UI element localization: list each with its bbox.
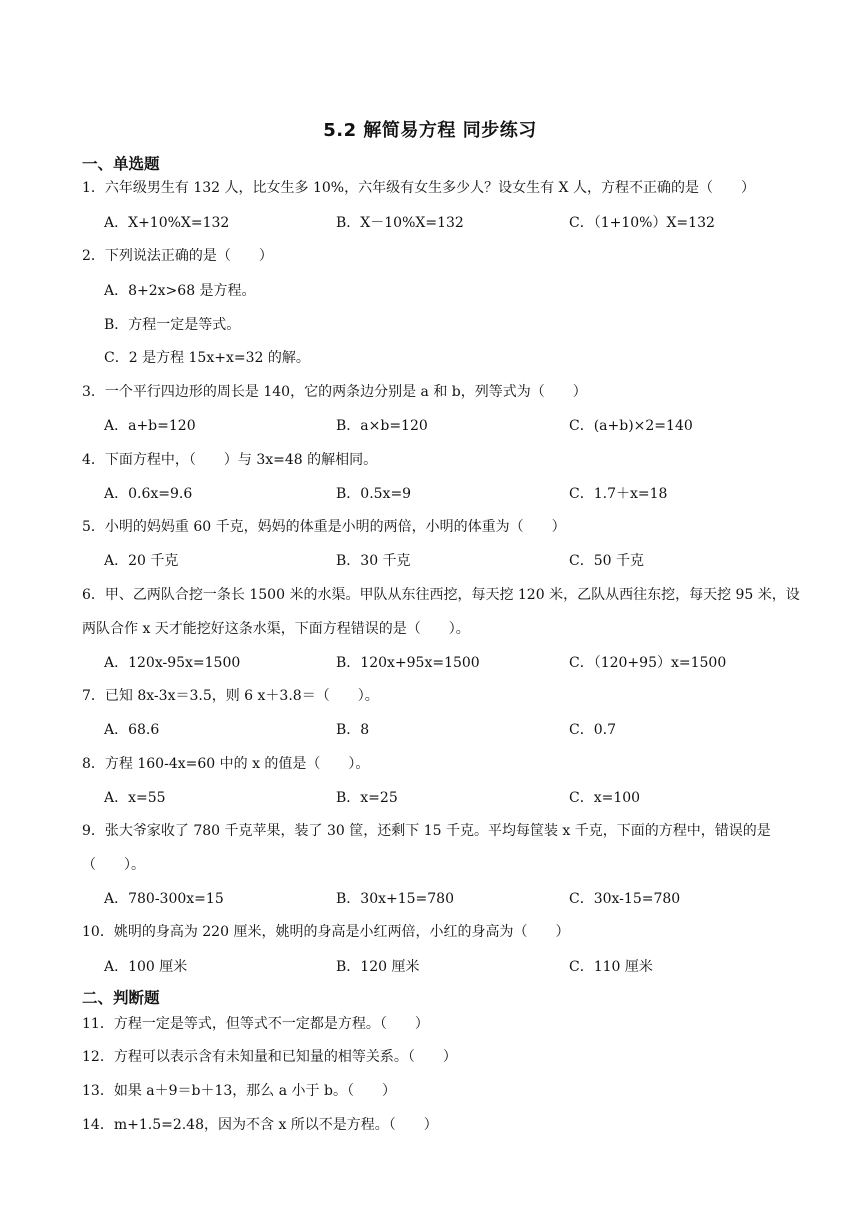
option-b: B．X－10%X=132 — [336, 215, 464, 231]
question-5 — [82, 517, 812, 537]
option-b: B．方程一定是等式。 — [104, 317, 241, 333]
question-text: 下面方程中，（ ）与 3x=48 的解相同。 — [104, 452, 378, 468]
question-number: 8． — [82, 756, 105, 772]
option-a: A．68.6 — [104, 722, 160, 738]
question-number: 5． — [82, 519, 105, 535]
option-c: C．50 千克 — [569, 553, 644, 569]
option-a: A．100 厘米 — [104, 959, 188, 975]
question-text: m+1.5=2.48，因为不含 x 所以不是方程。（ ） — [113, 1117, 438, 1133]
option-c: C．（120+95）x=1500 — [569, 655, 727, 671]
question-number: 6． — [82, 587, 105, 603]
option-a: A．8+2x>68 是方程。 — [104, 283, 256, 299]
question-text: 下列说法正确的是（ ） — [104, 248, 273, 264]
option-a: A．x=55 — [104, 790, 166, 806]
question-text: 方程 160-4x=60 中的 x 的值是（ ）。 — [104, 756, 370, 772]
question-13 — [82, 1081, 812, 1101]
option-c: C．（1+10%）X=132 — [569, 215, 715, 231]
option-b: B．120 厘米 — [336, 959, 420, 975]
question-number: 3． — [82, 384, 105, 400]
question-number: 4． — [82, 452, 105, 468]
question-10 — [82, 922, 812, 942]
question-text: 甲、乙两队合挖一条长 1500 米的水渠。甲队从东往西挖，每天挖 120 米，乙队从西往东挖，每天挖 95 米，设两队合作 x 天才能挖好这条水渠，下面方程错误的是（ ）。 — [82, 587, 800, 637]
option-a: A．a+b=120 — [104, 418, 196, 434]
option-b: B．a×b=120 — [336, 418, 428, 434]
question-number: 12． — [82, 1049, 114, 1065]
option-c: C．30x-15=780 — [569, 891, 681, 907]
question-number: 14． — [82, 1117, 114, 1133]
question-text: 六年级男生有 132 人，比女生多 10%，六年级有女生多少人？设女生有 X 人，方程不正确的是（ ） — [104, 180, 755, 196]
question-number: 2． — [82, 248, 105, 264]
question-4 — [82, 450, 812, 470]
question-8 — [82, 754, 812, 774]
question-6 — [82, 578, 812, 646]
option-c: C．0.7 — [569, 722, 616, 738]
question-7 — [82, 686, 812, 706]
question-9 — [82, 814, 812, 882]
question-text: 方程可以表示含有未知量和已知量的相等关系。（ ） — [113, 1049, 457, 1065]
question-14 — [82, 1115, 812, 1135]
question-number: 11． — [82, 1016, 114, 1032]
question-number: 13． — [82, 1083, 114, 1099]
question-text: 姚明的身高为 220 厘米，姚明的身高是小红两倍，小红的身高为（ ） — [113, 924, 570, 940]
question-12 — [82, 1047, 812, 1067]
question-text: 如果 a＋9＝b＋13，那么 a 小于 b。（ ） — [113, 1083, 396, 1099]
option-a: A．20 千克 — [104, 553, 179, 569]
page-title: 5.2 解简易方程 同步练习 — [323, 120, 537, 141]
question-number: 1． — [82, 180, 105, 196]
question-number: 10． — [82, 924, 114, 940]
option-c: C．2 是方程 15x+x=32 的解。 — [104, 350, 310, 366]
option-b: B．x=25 — [336, 790, 398, 806]
option-c: C．1.7＋x=18 — [569, 486, 668, 502]
section-heading-single-choice: 一、单选题 — [82, 155, 160, 173]
question-number: 9． — [82, 823, 105, 839]
question-1 — [82, 178, 812, 198]
question-3 — [82, 382, 812, 402]
option-a: A．X+10%X=132 — [104, 215, 230, 231]
option-b: B．0.5x=9 — [336, 486, 412, 502]
option-b: B．120x+95x=1500 — [336, 655, 480, 671]
question-text: 张大爷家收了 780 千克苹果，装了 30 筐，还剩下 15 千克。平均每筐装 x 千克，下面的方程中，错误的是（ ）。 — [82, 823, 771, 873]
question-2 — [82, 246, 812, 266]
option-c: C．(a+b)×2=140 — [569, 418, 693, 434]
option-a: A．780-300x=15 — [104, 891, 224, 907]
option-a: A．120x-95x=1500 — [104, 655, 241, 671]
option-c: C．x=100 — [569, 790, 641, 806]
question-text: 已知 8x-3x＝3.5，则 6 x＋3.8＝（ ）。 — [104, 688, 379, 704]
option-c: C．110 厘米 — [569, 959, 653, 975]
question-text: 小明的妈妈重 60 千克，妈妈的体重是小明的两倍，小明的体重为（ ） — [104, 519, 566, 535]
option-b: B．30x+15=780 — [336, 891, 454, 907]
question-number: 7． — [82, 688, 105, 704]
option-b: B．30 千克 — [336, 553, 411, 569]
question-text: 一个平行四边形的周长是 140，它的两条边分别是 a 和 b，列等式为（ ） — [104, 384, 587, 400]
question-text: 方程一定是等式，但等式不一定都是方程。（ ） — [113, 1016, 429, 1032]
option-b: B．8 — [336, 722, 370, 738]
section-heading-judgement: 二、判断题 — [82, 989, 160, 1007]
option-a: A．0.6x=9.6 — [104, 486, 193, 502]
question-11 — [82, 1014, 812, 1034]
